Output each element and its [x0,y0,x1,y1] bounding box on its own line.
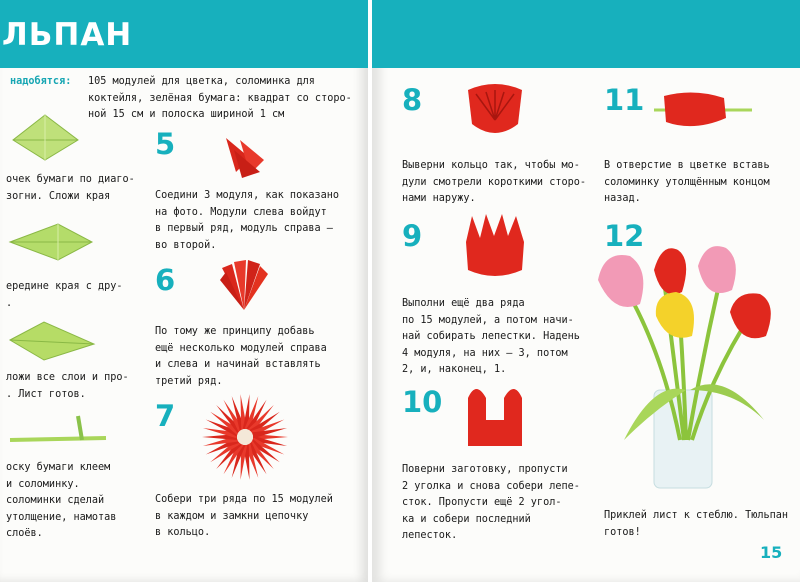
step-12-number: 12 [604,219,645,253]
step-9-number: 9 [402,219,423,253]
step-10-number: 10 [402,385,443,419]
paper-fold-3-image [8,320,96,362]
step-7-number: 7 [155,399,176,433]
materials-label: надобятся: [10,76,72,87]
tulip-bouquet-image [594,240,794,490]
step-11-number: 11 [604,83,645,117]
ring-center [237,429,253,445]
step-9-text: Выполни ещё два ряда по 15 модулей, а потом начи- най собирать лепестки. Надень 4 модуля, на них — 3, потом 2, и, наконец, 1. [402,298,580,376]
left-step-4-text: оску бумаги клеем и соломинку. соломинки сделай утолщение, намотав слоёв. [6,462,117,540]
step-11-text: В отверстие в цветке вставь соломинку утолщённым концом назад. [604,160,770,205]
page-number: 15 [760,543,783,562]
step-7-text: Собери три ряда по 15 модулей в каждом и замкни цепочку в кольцо. [155,494,333,539]
step-5-number: 5 [155,127,176,161]
module-ring-image [200,392,290,482]
left-page [0,0,368,582]
materials-text: 105 модулей для цветка, соломинка для коктейля, зелёная бумага: квадрат со сторо- ной 15 см и полоска шириной 1 см [88,76,352,121]
step-5-text: Соедини 3 модуля, как показано на фото. Модули слева войдут в первый ряд, модуль справа — во второй. [155,190,340,251]
petals-image [464,380,526,452]
module-fan-image [218,258,270,312]
flower-with-straw-image [654,88,754,132]
step-8-number: 8 [402,83,423,117]
inverted-ring-image [462,80,528,144]
paper-fold-2-image [8,222,94,262]
modules-3-image [220,132,270,180]
green-strip-image [8,412,108,446]
petals-start-image [462,212,528,280]
left-step-1-text: очек бумаги по диаго- зогни. Сложи края [6,174,135,202]
left-step-3-text: ложи все слои и про- . Лист готов. [6,372,129,400]
step-6-text: По тому же принципу добавь ещё несколько модулей справа и слева и начинай вставлять третий ряд. [155,326,327,387]
step-10-text: Поверни заготовку, пропусти 2 уголка и снова собери лепе- сток. Пропусти ещё 2 угол- ка и собери последний лепесток. [402,464,580,542]
header-band-right [372,0,800,68]
page-title: ЛЬПАН [2,17,133,53]
step-6-number: 6 [155,263,176,297]
step-12-text: Приклей лист к стеблю. Тюльпан готов! [604,510,789,538]
right-page [372,0,800,582]
step-8-text: Выверни кольцо так, чтобы мо- дули смотрели короткими сторо- нами наружу. [402,160,587,205]
paper-fold-1-image [10,112,80,162]
left-step-2-text: ередине края с дру- . [6,281,123,309]
